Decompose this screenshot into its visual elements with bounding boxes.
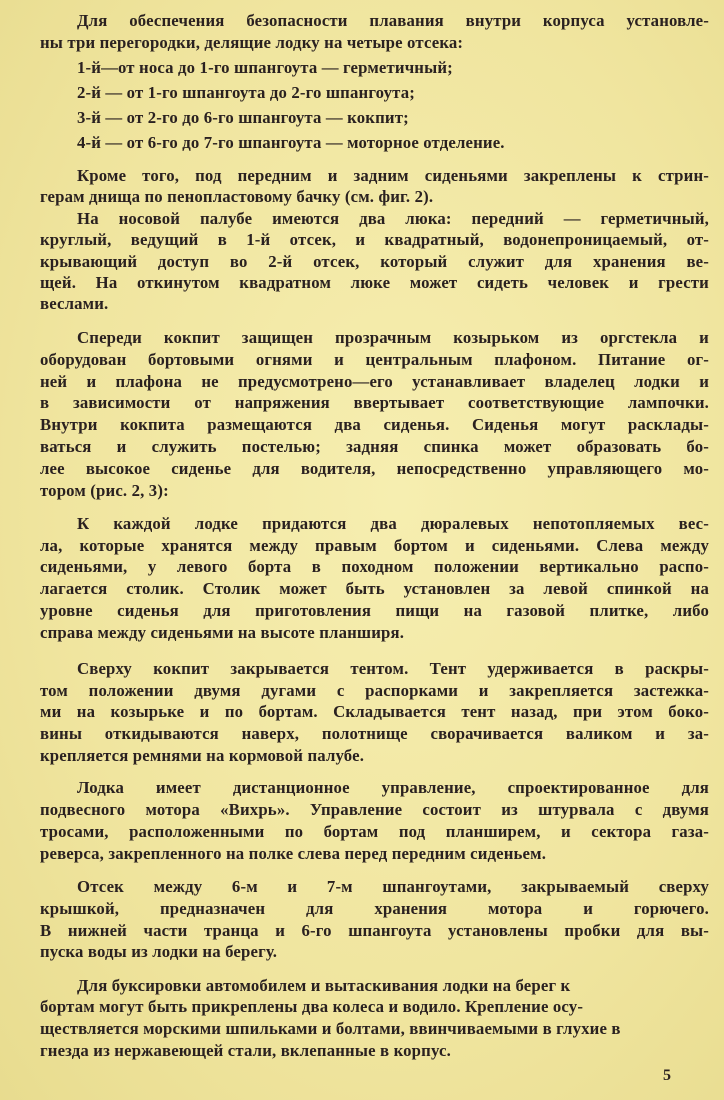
- text-line: Лодка имеет дистанционное управление, спроектированное для: [77, 778, 709, 798]
- text-line: Сверху кокпит закрывается тентом. Тент удерживается в раскры-: [77, 658, 709, 678]
- text-line: ми на козырьке и по бортам. Складывается тент назад, при этом боко-: [40, 702, 709, 722]
- text-line: ней и плафона не предусмотрено—его устанавливает владелец лодки и: [40, 371, 709, 391]
- text-line: В нижней части транца и 6-го шпангоута установлены пробки для вы-: [40, 920, 709, 940]
- text-line: справа между сиденьями на высоте планширя.: [40, 622, 405, 642]
- text-line: в зависимости от напряжения ввертывает соответствующие лампочки.: [40, 393, 709, 413]
- text-line: Спереди кокпит защищен прозрачным козырьком из оргстекла и: [77, 327, 709, 347]
- text-line: На носовой палубе имеются два люка: передний — герметичный,: [77, 209, 709, 229]
- text-line: лее высокое сиденье для водителя, непосредственно управляющего мо-: [40, 458, 709, 478]
- text-line: тором (рис. 2, 3):: [40, 480, 169, 500]
- text-line: Кроме того, под передним и задним сиденьями закреплены к стрин-: [77, 166, 709, 186]
- text-line: круглый, ведущий в 1-й отсек, и квадратный, водонепроницаемый, от-: [40, 230, 709, 250]
- text-line: тросами, расположенными по бортам под планширем, и сектора газа-: [40, 821, 709, 841]
- text-line: Внутри кокпита размещаются два сиденья. Сиденья могут расклады-: [40, 415, 709, 435]
- text-line: уровне сиденья для приготовления пищи на газовой плитке, либо: [40, 601, 709, 621]
- text-line: щей. На откинутом квадратном люке может сидеть человек и грести: [40, 272, 709, 292]
- text-line: оборудован бортовыми огнями и центральным плафоном. Питание ог-: [40, 349, 709, 369]
- text-line: крывающий доступ во 2-й отсек, который служит для хранения ве-: [40, 251, 709, 271]
- text-line: бортам могут быть прикреплены два колеса и водило. Крепление осу-: [40, 997, 584, 1017]
- text-line: ществляется морскими шпильками и болтами, ввинчиваемыми в глухие в: [40, 1019, 621, 1039]
- text-line: сиденьями, у левого борта в походном положении вертикально распо-: [40, 557, 709, 577]
- text-line: герам днища по пенопластовому бачку (см. фиг. 2).: [40, 187, 434, 207]
- text-line: лагается столик. Столик может быть установлен за левой спинкой на: [40, 579, 709, 599]
- text-line: ла, которые хранятся между правым бортом и сиденьями. Слева между: [40, 535, 709, 555]
- text-line: Для обеспечения безопасности плавания внутри корпуса установле-: [77, 11, 709, 30]
- text-line: Отсек между 6-м и 7-м шпангоутами, закрываемый сверху: [77, 876, 709, 896]
- text-line: К каждой лодке придаются два дюралевых непотопляемых вес-: [77, 513, 709, 533]
- text-line: пуска воды из лодки на берегу.: [40, 942, 278, 962]
- text-line: том положении двумя дугами с распорками и закрепляется застежка-: [40, 680, 709, 700]
- page-number: 5: [663, 1067, 671, 1084]
- text-line: реверса, закрепленного на полке слева перед передним сиденьем.: [40, 843, 547, 863]
- text-line: подвесного мотора «Вихрь». Управление состоит из штурвала с двумя: [40, 800, 709, 820]
- text-line: 3-й — от 2-го до 6-го шпангоута — кокпит;: [77, 107, 409, 127]
- text-line: 4-й — от 6-го до 7-го шпангоута — моторное отделение.: [77, 133, 505, 153]
- text-line: веслами.: [40, 293, 109, 313]
- text-line: вины откидываются наверх, полотнище сворачивается валиком и за-: [40, 724, 709, 744]
- text-line: ны три перегородки, делящие лодку на четыре отсека:: [40, 32, 464, 52]
- text-line: 1-й—от носа до 1-го шпангоута — герметичный;: [77, 58, 453, 78]
- text-line: крепляется ремнями на кормовой палубе.: [40, 745, 365, 765]
- text-line: крышкой, предназначен для хранения мотора и горючего.: [40, 898, 709, 918]
- text-line: ваться и служить постелью; задняя спинка может образовать бо-: [40, 436, 709, 456]
- text-line: Для буксировки автомобилем и вытаскивания лодки на берег к: [77, 975, 571, 995]
- text-line: гнезда из нержавеющей стали, вклепанные в корпус.: [40, 1041, 451, 1060]
- text-line: 2-й — от 1-го шпангоута до 2-го шпангоута;: [77, 82, 415, 102]
